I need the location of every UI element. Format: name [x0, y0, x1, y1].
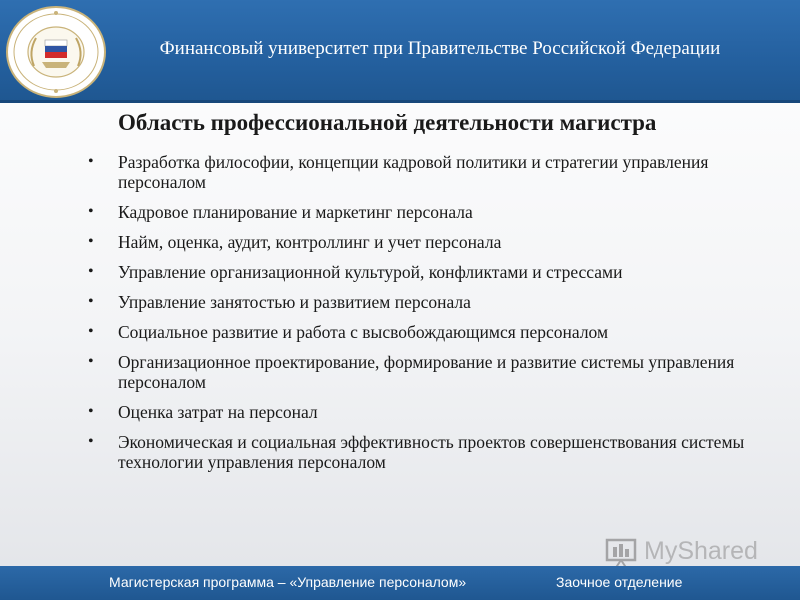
bullet-icon: •	[88, 233, 94, 250]
list-item-text: Управление организационной культурой, конфликтами и стрессами	[118, 262, 623, 282]
list-item-text: Управление занятостью и развитием персонала	[118, 292, 471, 312]
bullet-icon: •	[88, 433, 94, 450]
bullet-icon: •	[88, 403, 94, 420]
list-item-text: Организационное проектирование, формирование и развитие системы управления персоналом	[118, 352, 735, 392]
university-name: Финансовый университет при Правительстве Российской Федерации	[159, 38, 721, 59]
department-name: Заочное отделение	[556, 574, 683, 590]
list-item-text: Найм, оценка, аудит, контроллинг и учет персонала	[118, 232, 502, 252]
bullet-icon: •	[88, 293, 94, 310]
list-item	[86, 262, 776, 282]
bullet-icon: •	[88, 153, 94, 170]
header-bar	[0, 0, 800, 103]
footer-bar	[0, 566, 800, 600]
list-item	[86, 152, 776, 192]
bullet-icon: •	[88, 323, 94, 340]
bullet-icon: •	[88, 353, 94, 370]
list-item-text: Оценка затрат на персонал	[118, 402, 318, 422]
list-item	[86, 352, 776, 392]
bullet-icon: •	[88, 263, 94, 280]
watermark-text: MyShared	[644, 537, 758, 565]
activity-list	[86, 152, 776, 482]
list-item	[86, 402, 776, 422]
program-name: Магистерская программа – «Управление персоналом»	[109, 574, 467, 590]
list-item	[86, 432, 776, 472]
list-item	[86, 202, 776, 222]
list-item	[86, 322, 776, 342]
page-title: Область профессиональной деятельности магистра	[118, 110, 657, 135]
bullet-icon: •	[88, 203, 94, 220]
university-seal-icon	[4, 4, 108, 100]
list-item-text: Экономическая и социальная эффективность проектов совершенствования системы технологии управления персоналом	[118, 432, 745, 472]
list-item-text: Разработка философии, концепции кадровой политики и стратегии управления персоналом	[118, 152, 709, 192]
list-item	[86, 232, 776, 252]
list-item-text: Кадровое планирование и маркетинг персонала	[118, 202, 473, 222]
list-item-text: Социальное развитие и работа с высвобождающимся персоналом	[118, 322, 609, 342]
list-item	[86, 292, 776, 312]
